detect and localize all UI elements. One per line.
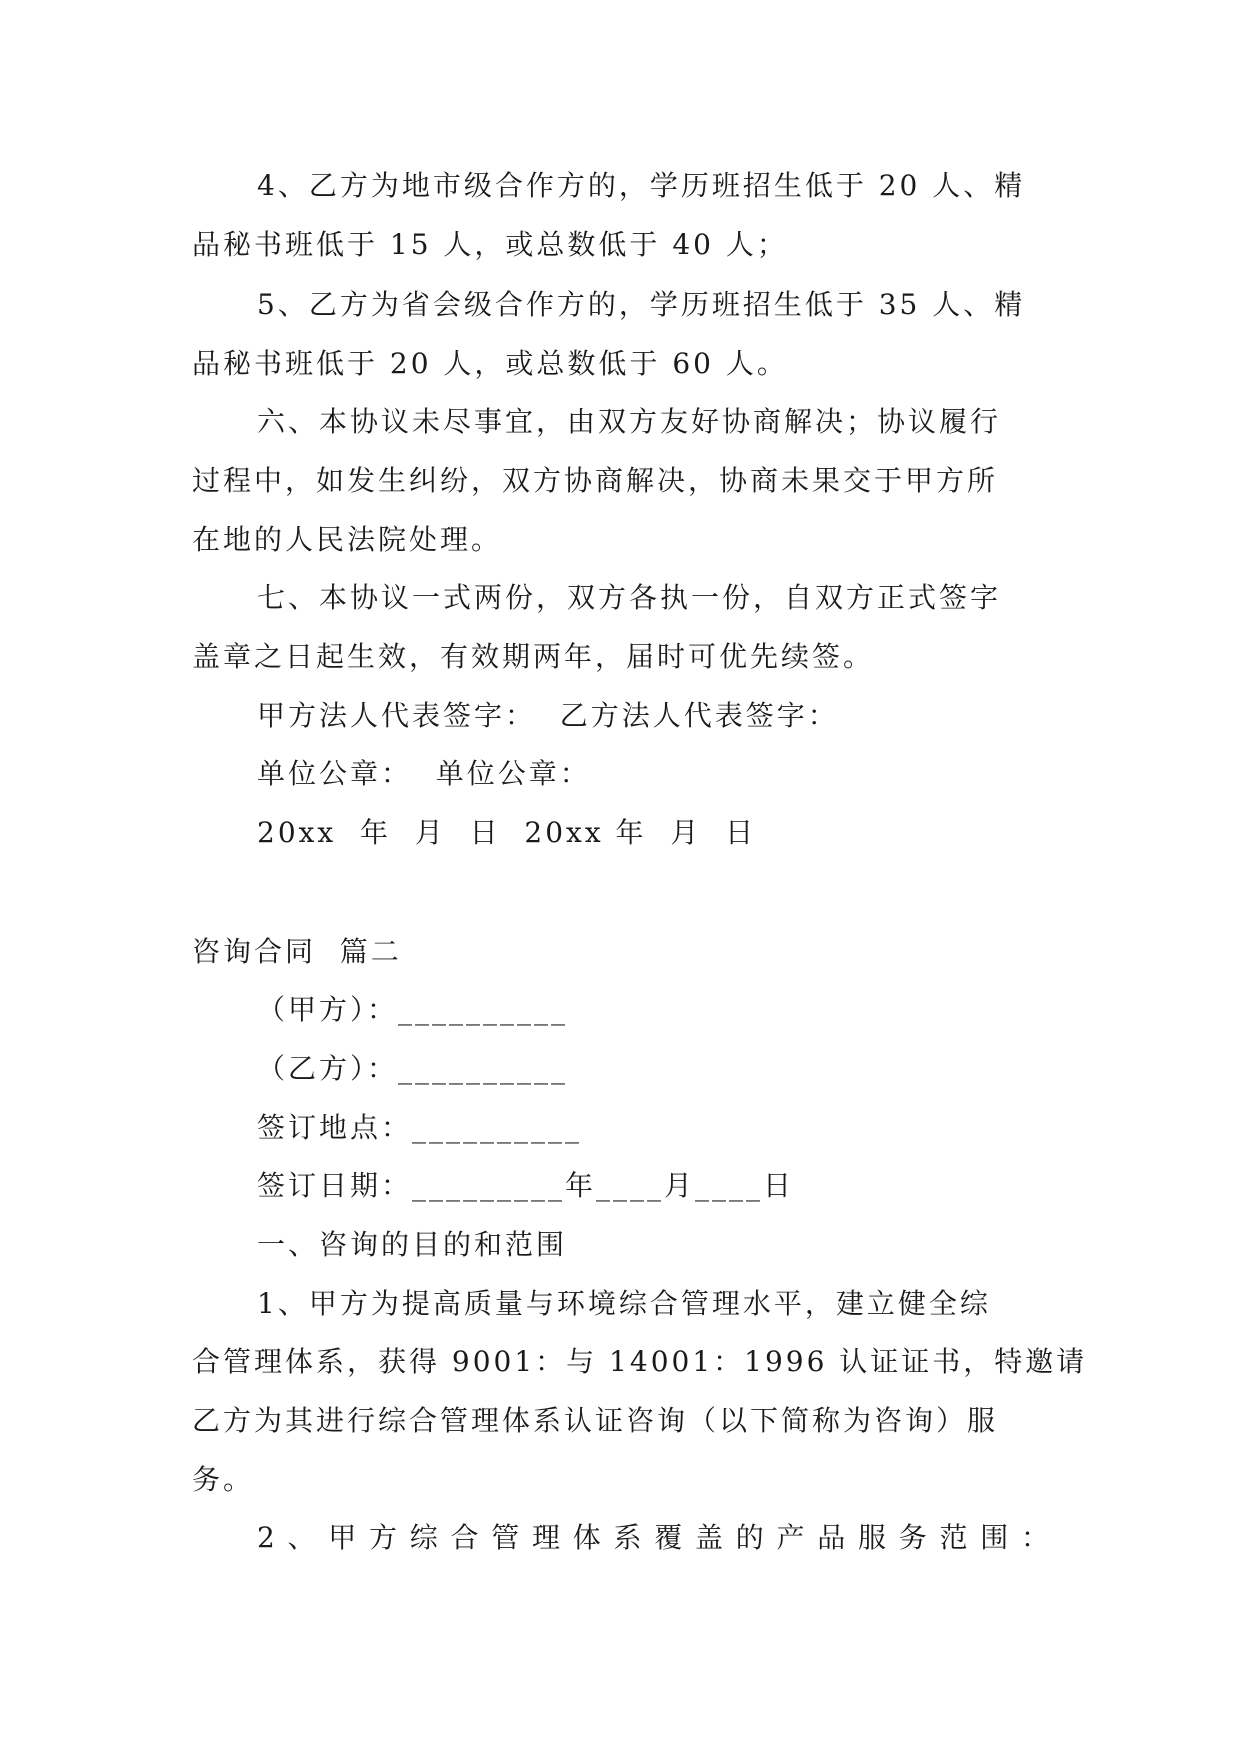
date-line: 20xx 年 月 日 20xx 年 月 日	[257, 816, 757, 849]
item-4-line-1: 4、乙方为地市级合作方的，学历班招生低于 20 人、精	[257, 169, 1026, 202]
party-b-field: （乙方）：__________	[257, 1052, 569, 1085]
signature-line: 甲方法人代表签字： 乙方法人代表签字：	[257, 699, 839, 732]
item-2-line-1: 2、甲方综合管理体系覆盖的产品服务范围：	[257, 1521, 1052, 1554]
clause-6-line-3: 在地的人民法院处理。	[192, 523, 503, 556]
item-1-line-3: 乙方为其进行综合管理体系认证咨询（以下简称为咨询）服	[192, 1404, 999, 1437]
item-1-line-1: 1、甲方为提高质量与环境综合管理水平，建立健全综	[257, 1287, 991, 1320]
item-5-line-2: 品秘书班低于 20 人，或总数低于 60 人。	[192, 347, 788, 380]
party-a-field: （甲方）：__________	[257, 993, 569, 1026]
section-title: 咨询合同 篇二	[192, 935, 402, 968]
item-1-line-2: 合管理体系，获得 9001：与 14001：1996 认证证书，特邀请	[192, 1345, 1088, 1378]
clause-6-line-1: 六、本协议未尽事宜，由双方友好协商解决；协议履行	[257, 405, 1002, 438]
item-4-line-2: 品秘书班低于 15 人，或总数低于 40 人；	[192, 228, 788, 261]
item-1-line-4: 务。	[192, 1463, 255, 1496]
seal-line: 单位公章： 单位公章：	[257, 757, 591, 790]
sign-place-field: 签订地点：__________	[257, 1111, 583, 1144]
clause-7-line-1: 七、本协议一式两份，双方各执一份，自双方正式签字	[257, 581, 1002, 614]
item-5-line-1: 5、乙方为省会级合作方的，学历班招生低于 35 人、精	[257, 288, 1026, 321]
sign-date-field: 签订日期：_________年____月____日	[257, 1169, 795, 1202]
clause-7-line-2: 盖章之日起生效，有效期两年，届时可优先续签。	[192, 640, 875, 673]
clause-6-line-2: 过程中，如发生纠纷，双方协商解决，协商未果交于甲方所	[192, 464, 999, 497]
heading-1: 一、咨询的目的和范围	[257, 1228, 568, 1261]
